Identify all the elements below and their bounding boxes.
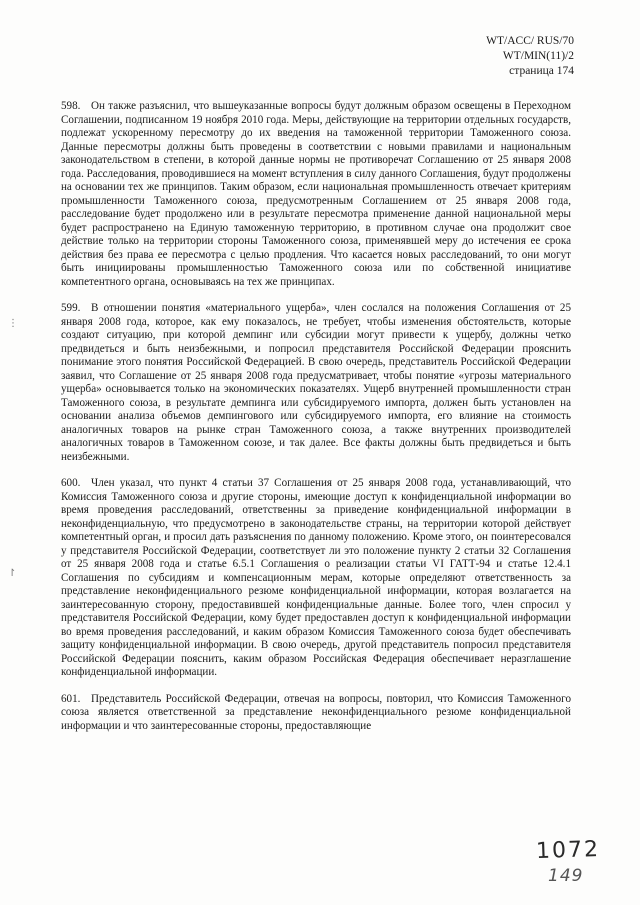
margin-mark: ↾ <box>8 568 17 579</box>
paragraph-601 <box>61 693 571 734</box>
paragraph-text: В отношении понятия «материального ущерба», член сослался на положения Соглашения от 25 января 2008 года, которое, как ему показалось, не требует, чтобы изменения обстоятельств, которые создают ситуацию, при которой демпинг или субсидии могут привести к ущербу, должны четко предвидеться и быть неизбежными, и попросил представителя Российской Федерации прояснить понимание этого понятия Российской Федерацией. В свою очередь, представитель Российской Федерации заявил, что Соглашение от 25 января 2008 года предусматривает, чтобы понятие «угрозы материального ущерба» основывается только на экономических показателях. Ущерб внутренней промышленности стран Таможенного союза, в результате демпинга или субсидируемого импорта, должен быть установлен на основании анализа объемов демпингового или субсидируемого импорта, его влияние на стоимость аналогичных товаров на рынке стран Таможенного союза, а также внутренних производителей аналогичных товаров в Таможенном союзе, и так далее. Все факты должны быть предвидеться и быть неизбежными. <box>61 302 571 463</box>
paragraph-599 <box>61 302 571 464</box>
paragraph-text: Член указал, что пункт 4 статьи 37 Соглашения от 25 января 2008 года, устанавливающий, что Комиссия Таможенного союза и другие стороны, имеющие доступ к конфиденциальной информации во время проведения расследований, ответственны за приведение конфиденциальной информации в неконфиденциальную, что предусмотрено в законодательстве страны, на территории которой действует компетентный орган, и просил дать разъяснения по данному положению. Кроме этого, он поинтересовался у представителя Российской Федерации, соответствует ли это положение пункту 2 статьи 32 Соглашения от 25 января 2008 года и статье 6.5.1 Соглашения о реализации статьи VI ГАТТ-94 и статье 12.4.1 Соглашения по субсидиям и компенсационным мерам, которые определяют ответственность за представление неконфиденциального резюме конфиденциальной информации, которая возлагается на заинтересованную сторону, предоставившей конфиденциальные данные. Более того, член спросил у представителя Российской Федерации, кому будет предоставлен доступ к конфиденциальной информации во время проведения расследований, и каким образом Комиссия Таможенного союза будет обеспечивать защиту конфиденциальной информации. В свою очередь, другой представитель попросил представителя Российской Федерации пояснить, каким образом Российская Федерация обеспечивает неразглашение конфиденциальной информации. <box>61 477 571 678</box>
document-header <box>486 34 574 79</box>
paragraph-number: 598. <box>61 100 81 112</box>
document-symbol-1: WT/ACC/ RUS/70 <box>486 35 574 47</box>
paragraph-text: Представитель Российской Федерации, отвечая на вопросы, повторил, что Комиссия Таможенного союза является ответственной за представление неконфиденциального резюме конфиденциальной информации и что заинтересованные стороны, предоставляющие <box>61 692 571 732</box>
paragraph-text: Он также разъяснил, что вышеуказанные вопросы будут должным образом освещены в Переходном Соглашении, подписанном 19 ноября 2010 года. Меры, действующие на территории отдельных государств, подлежат ускоренному пересмотру до их введения на таможенной территории Таможенного союза. Данные пересмотры должны быть проведены в соответствии с новыми правилами и национальным законодательством в степени, в которой данные нормы не противоречат Соглашению от 25 января 2008 года. Расследования, проводившиеся на момент вступления в силу данного Соглашения, будут продолжены на основании тех же принципов. Таким образом, если национальная промышленность отвечает критериям промышленности Таможенного союза, предусмотренным Соглашением от 25 января 2008 года, расследование будет продолжено или в результате пересмотра применение данной национальной меры будет распространено на Единую таможенную территорию, в противном случае она продолжит свое действие только на территории стороны Таможенного союза, применявшей меру до истечения ее срока действия без права ее пересмотра с целью продления. Что касается новых расследований, то они могут быть инициированы промышленностью Таможенного союза или по собственной инициативе компетентного органа, основываясь на тех же принципах. <box>61 100 572 288</box>
paragraph-600 <box>61 477 571 680</box>
document-body <box>61 100 571 746</box>
paragraph-number: 599. <box>61 302 81 314</box>
margin-mark: ⋮ <box>8 318 18 329</box>
document-symbol-2: WT/MIN(11)/2 <box>502 50 574 62</box>
page-label: страница 174 <box>509 65 574 77</box>
paragraph-number: 600. <box>61 477 81 489</box>
paragraph-598 <box>61 100 571 289</box>
handwritten-page-number: 1072 <box>535 836 601 865</box>
paragraph-number: 601. <box>61 692 81 705</box>
handwritten-stamp-number: 149 <box>548 866 584 886</box>
